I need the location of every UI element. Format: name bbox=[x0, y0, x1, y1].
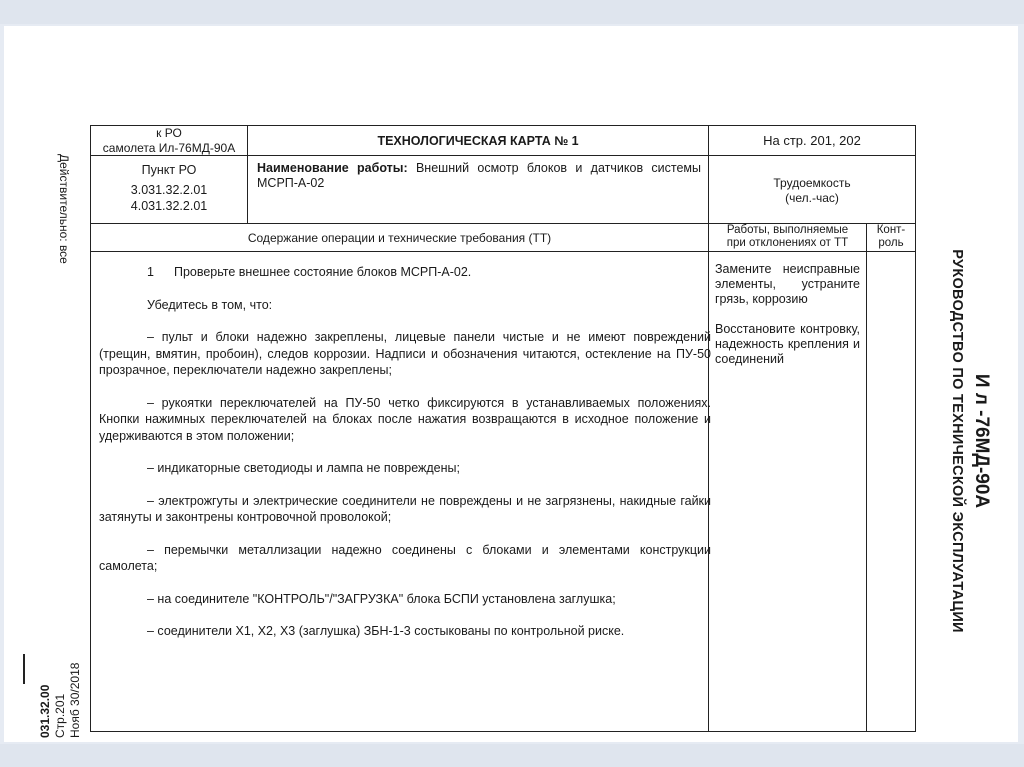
deviation-column-header bbox=[709, 224, 866, 250]
aircraft-label: самолета Ил-76МД-90А bbox=[102, 141, 236, 155]
requirement-5: – перемычки металлизации надежно соединены с блоками и элементами конструкции самолета; bbox=[99, 542, 711, 573]
requirement-3: – индикаторные светодиоды и лампа не повреждены; bbox=[147, 461, 460, 475]
card-title: ТЕХНОЛОГИЧЕСКАЯ КАРТА № 1 bbox=[377, 134, 579, 148]
ro-label: к РО bbox=[156, 126, 182, 140]
validity-text: Действительно: все bbox=[57, 154, 71, 264]
operation-content bbox=[99, 264, 711, 640]
labor-block bbox=[709, 176, 915, 206]
manual-subtitle: РУКОВОДСТВО ПО ТЕХНИЧЕСКОЙ ЭКСПЛУАТАЦИИ bbox=[949, 249, 965, 633]
tech-card-table bbox=[90, 125, 916, 732]
page-reference: На стр. 201, 202 bbox=[763, 133, 861, 148]
step-line bbox=[99, 264, 711, 281]
control-header-line-2: роль bbox=[878, 237, 904, 249]
ensure-line: Убедитесь в том, что: bbox=[147, 297, 273, 312]
requirement-2: – рукоятки переключателей на ПУ-50 четко фиксируются в устанавливаемых положениях. Кнопки нажимных переключателей на блоках после нажатия возвращаются в исходное положение и удерживаются в этом положении; bbox=[99, 395, 711, 443]
document-page bbox=[4, 26, 1018, 742]
deviation-actions bbox=[715, 262, 860, 367]
requirement-4: – электрожгуты и электрические соединители не повреждены и не загрязнены, накидные гайки затянуты и законтрены контровочной проволокой; bbox=[99, 493, 711, 524]
deviation-header-line-1: Работы, выполняемые bbox=[726, 224, 849, 236]
step-text: Проверьте внешнее состояние блоков МСРП-А-02. bbox=[173, 265, 472, 279]
page-footer-block bbox=[38, 638, 86, 738]
bottom-band bbox=[0, 744, 1024, 767]
section-number: 031.32.00 bbox=[38, 684, 52, 738]
page-number: Стр.201 bbox=[53, 693, 67, 738]
requirement-7: – соединители Х1, Х2, Х3 (заглушка) ЗБН-1-3 состыкованы по контрольной риске. bbox=[147, 624, 625, 638]
punkt-code-2: 4.031.32.2.01 bbox=[130, 199, 208, 213]
revision-bar bbox=[23, 654, 25, 684]
labor-label: Трудоемкость bbox=[773, 176, 851, 190]
work-name bbox=[257, 161, 701, 191]
work-name-text: Внешний осмотр блоков и датчиков системы МСРП-А-02 bbox=[257, 161, 702, 190]
top-band bbox=[0, 0, 1024, 24]
control-column-header bbox=[867, 224, 915, 250]
deviation-action-2: Восстановите контровку, надежность крепления и соединений bbox=[715, 322, 860, 366]
revision-date: Нояб 30/2018 bbox=[68, 662, 82, 738]
manual-title-block bbox=[934, 216, 994, 666]
requirement-1: – пульт и блоки надежно закреплены, лицевые панели чистые и не имеют повреждений (трещин, вмятин, пробоин), следов коррозии. Надписи и обозначения читаются, остекление на ПУ-50 прозрачное, переключатели надежно закреплены; bbox=[99, 330, 711, 377]
validity-note bbox=[56, 154, 72, 294]
content-column-header: Содержание операции и технические требования (ТТ) bbox=[247, 231, 552, 245]
deviation-action-1: Замените неисправные элементы, устраните грязь, коррозию bbox=[715, 262, 860, 306]
manual-title: И л -76МД-90А bbox=[971, 373, 992, 509]
labor-unit: (чел.-час) bbox=[785, 191, 839, 205]
deviation-header-line-2: при отклонениях от ТТ bbox=[726, 237, 849, 249]
punkt-block bbox=[91, 162, 247, 214]
control-header-line-1: Конт- bbox=[876, 224, 906, 236]
requirement-6: – на соединителе "КОНТРОЛЬ"/"ЗАГРУЗКА" блока БСПИ установлена заглушка; bbox=[147, 591, 616, 606]
punkt-label: Пункт РО bbox=[141, 163, 197, 177]
step-number: 1 bbox=[147, 265, 154, 279]
work-name-label: Наименование работы: bbox=[257, 161, 408, 175]
ro-reference bbox=[91, 126, 247, 155]
punkt-code-1: 3.031.32.2.01 bbox=[130, 183, 208, 197]
